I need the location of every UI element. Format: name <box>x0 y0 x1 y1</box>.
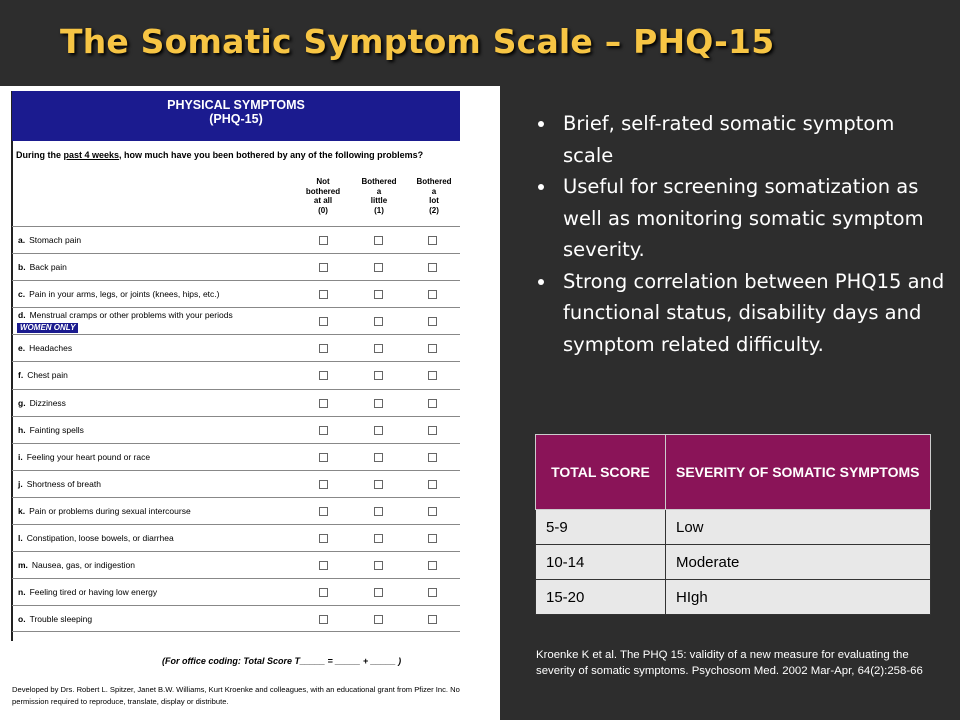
table-row <box>12 443 460 470</box>
developer-credit: Developed by Drs. Robert L. Spitzer, Janet B.W. Williams, Kurt Kroenke and colleagues, with an educational grant from Pfizer Inc. No permission required to reproduce, translate, display or distribute. <box>12 685 460 706</box>
checkbox <box>374 263 383 272</box>
checkbox <box>428 453 437 462</box>
checkbox <box>374 399 383 408</box>
symptom-list <box>12 226 460 632</box>
symptom-letter: i. <box>18 451 23 462</box>
table-row <box>536 510 931 545</box>
col-head-line: a <box>376 186 382 196</box>
symptom-letter: j. <box>18 478 23 489</box>
checkbox <box>428 263 437 272</box>
checkbox <box>374 317 383 326</box>
symptom-text: Pain or problems during sexual intercourse <box>29 505 191 516</box>
symptom-text: Chest pain <box>27 370 68 381</box>
checkbox <box>374 561 383 570</box>
symptom-letter: h. <box>18 424 26 435</box>
checkbox <box>374 480 383 489</box>
phq15-form-image <box>0 86 500 720</box>
symptom-letter: n. <box>18 587 26 598</box>
checkbox <box>428 588 437 597</box>
col-head-line: a <box>431 186 437 196</box>
office-coding <box>162 656 401 666</box>
checkbox <box>319 344 328 353</box>
col-head-line: little <box>370 196 388 205</box>
table-row <box>12 524 460 551</box>
form-header-title: PHYSICAL SYMPTOMS <box>167 98 305 112</box>
symptom-text: Fainting spells <box>29 424 84 435</box>
checkbox <box>319 426 328 435</box>
table-header-row <box>536 435 931 510</box>
symptom-letter: d. <box>18 310 26 321</box>
checkbox <box>428 290 437 299</box>
symptom-text: Pain in your arms, legs, or joints (knees, hips, etc.) <box>29 289 220 300</box>
symptom-label <box>18 560 135 570</box>
table-row <box>536 580 931 615</box>
score-cell: 15-20 <box>536 580 666 615</box>
symptom-text: Dizziness <box>29 397 66 408</box>
symptom-label <box>18 452 150 462</box>
col-head-line: (2) <box>429 205 439 215</box>
checkbox <box>428 534 437 543</box>
checkbox <box>428 507 437 516</box>
checkbox <box>374 290 383 299</box>
table-row <box>12 578 460 605</box>
symptom-label <box>18 587 157 597</box>
severity-cell: Moderate <box>666 545 931 580</box>
table-row <box>12 253 460 280</box>
table-row <box>12 389 460 416</box>
table-row <box>12 497 460 524</box>
col-head-line: (0) <box>318 205 328 215</box>
checkbox <box>319 317 328 326</box>
symptom-label <box>18 479 101 489</box>
table-row <box>12 226 460 253</box>
symptom-label <box>18 614 92 624</box>
col-head-line: lot <box>429 196 439 205</box>
symptom-text: Headaches <box>29 343 73 354</box>
symptom-letter: c. <box>18 289 26 300</box>
symptom-label <box>18 235 81 245</box>
symptom-label <box>18 370 68 380</box>
symptom-text: Menstrual cramps or other problems with your periods <box>29 310 233 321</box>
checkbox <box>374 615 383 624</box>
checkbox <box>428 371 437 380</box>
column-header-bothered-little <box>355 177 403 215</box>
symptom-letter: e. <box>18 343 26 354</box>
checkbox <box>428 236 437 245</box>
symptom-text: Feeling tired or having low energy <box>29 587 158 598</box>
table-row <box>12 551 460 578</box>
symptom-text: Nausea, gas, or indigestion <box>31 560 135 571</box>
symptom-text: Back pain <box>29 262 67 273</box>
severity-cell: Low <box>666 510 931 545</box>
bullet-item: Strong correlation between PHQ15 and functional status, disability days and symptom related difficulty. <box>536 266 946 361</box>
form-header-subtitle: (PHQ-15) <box>209 112 263 126</box>
table-row <box>12 605 460 632</box>
question-text-underlined: past 4 weeks <box>63 150 120 160</box>
checkbox <box>319 453 328 462</box>
col-head-line: bothered <box>305 186 341 196</box>
checkbox <box>374 507 383 516</box>
score-cell: 5-9 <box>536 510 666 545</box>
form-header <box>12 91 460 141</box>
symptom-letter: o. <box>18 614 26 625</box>
symptom-text: Constipation, loose bowels, or diarrhea <box>26 533 174 544</box>
checkbox <box>428 399 437 408</box>
table-row <box>12 307 460 334</box>
table-row <box>12 416 460 443</box>
checkbox <box>428 317 437 326</box>
col-head-line: Bothered <box>416 177 452 186</box>
checkbox <box>374 534 383 543</box>
column-header-bothered-lot <box>410 177 458 215</box>
table-row <box>536 545 931 580</box>
checkbox <box>319 371 328 380</box>
symptom-letter: l. <box>18 533 23 544</box>
checkbox <box>374 588 383 597</box>
checkbox <box>374 426 383 435</box>
symptom-label <box>18 398 66 408</box>
table-row <box>12 470 460 497</box>
table-row <box>12 334 460 361</box>
checkbox <box>374 453 383 462</box>
reference-citation: Kroenke K et al. The PHQ 15: validity of a new measure for evaluating the severity of somatic symptoms. Psychosom Med. 2002 Mar-Apr, 64(2):258-66 <box>536 649 923 677</box>
table-row <box>12 361 460 388</box>
header-severity: SEVERITY OF SOMATIC SYMPTOMS <box>666 435 931 510</box>
women-only-badge: WOMEN ONLY <box>17 323 78 333</box>
table-row <box>12 280 460 307</box>
symptom-text: Stomach pain <box>29 235 82 245</box>
symptom-label <box>18 506 191 516</box>
symptom-label <box>18 343 72 353</box>
checkbox <box>428 344 437 353</box>
checkbox <box>428 561 437 570</box>
bullet-item: Brief, self-rated somatic symptom scale <box>536 108 946 171</box>
symptom-letter: a. <box>18 235 26 245</box>
checkbox <box>319 263 328 272</box>
checkbox <box>319 507 328 516</box>
severity-cell: HIgh <box>666 580 931 615</box>
checkbox <box>319 480 328 489</box>
checkbox <box>319 534 328 543</box>
col-head-line: Not <box>316 177 330 186</box>
form-question <box>16 150 456 160</box>
checkbox <box>374 236 383 245</box>
col-head-line: (1) <box>374 205 384 215</box>
question-text-post: , how much have you been bothered by any of the following problems? <box>119 150 424 160</box>
slide-title: The Somatic Symptom Scale – PHQ-15 <box>60 22 775 61</box>
symptom-label <box>18 533 174 543</box>
symptom-text: Trouble sleeping <box>29 614 93 625</box>
checkbox <box>428 615 437 624</box>
symptom-letter: k. <box>18 505 26 516</box>
symptom-label <box>18 262 67 272</box>
checkbox <box>319 399 328 408</box>
symptom-label <box>18 425 84 435</box>
question-text-pre: During the <box>16 150 64 160</box>
symptom-letter: g. <box>18 397 26 408</box>
symptom-label <box>18 310 233 320</box>
checkbox <box>374 344 383 353</box>
symptom-text: Feeling your heart pound or race <box>26 451 151 462</box>
checkbox <box>319 561 328 570</box>
column-header-not-bothered <box>299 177 347 215</box>
office-coding-text: (For office coding: Total Score T_____ = _____ + _____ ) <box>162 656 402 666</box>
symptom-letter: m. <box>18 560 28 571</box>
checkbox <box>319 290 328 299</box>
checkbox <box>374 371 383 380</box>
checkbox <box>428 480 437 489</box>
checkbox <box>319 615 328 624</box>
checkbox <box>319 236 328 245</box>
col-head-line: at all <box>313 196 333 205</box>
bullet-list <box>536 108 946 360</box>
symptom-letter: f. <box>18 370 24 381</box>
symptom-letter: b. <box>18 262 26 273</box>
symptom-text: Shortness of breath <box>26 478 101 489</box>
col-head-line: Bothered <box>361 177 397 186</box>
bullet-item: Useful for screening somatization as well as monitoring somatic symptom severity. <box>536 171 946 266</box>
checkbox <box>428 426 437 435</box>
severity-table <box>535 434 931 615</box>
checkbox <box>319 588 328 597</box>
symptom-label <box>18 289 219 299</box>
header-total-score: TOTAL SCORE <box>536 435 666 510</box>
score-cell: 10-14 <box>536 545 666 580</box>
